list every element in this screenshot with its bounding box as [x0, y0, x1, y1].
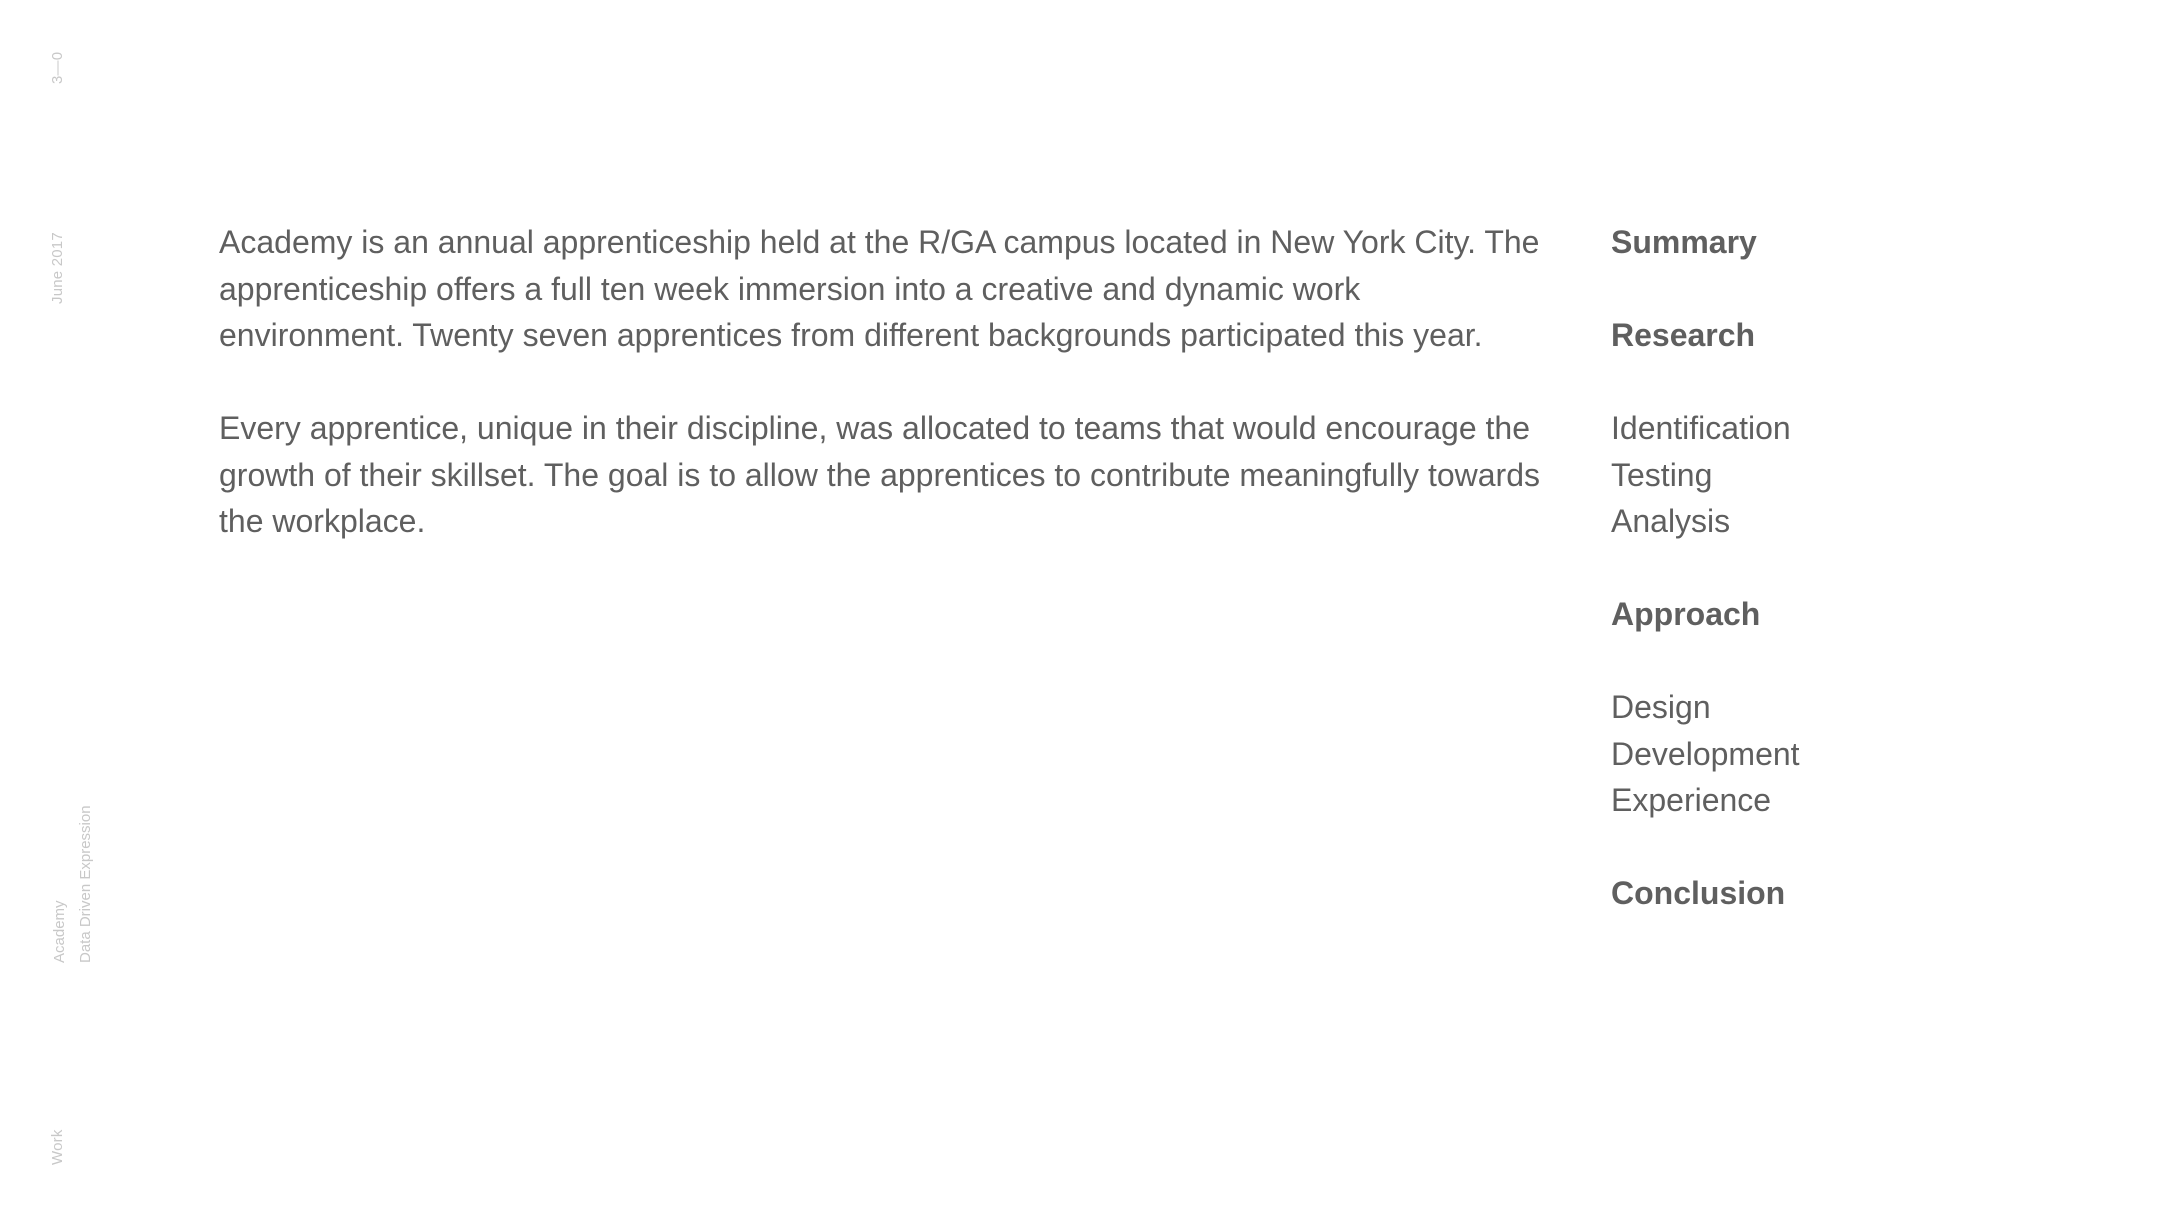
nav-research[interactable]: Research: [1611, 317, 1756, 353]
intro-text: [219, 219, 1549, 591]
nav-identification[interactable]: Identification: [1611, 410, 1791, 446]
section-nav: [1611, 219, 1800, 963]
project-label-stack: [47, 805, 99, 963]
nav-testing[interactable]: Testing: [1611, 456, 1713, 493]
intro-paragraph-2: Every apprentice, unique in their discipline, was allocated to teams that would encourage the growth of their skillset. The goal is to allow the apprentices to contribute meaningfully towards the workplace.: [219, 410, 1540, 539]
nav-approach[interactable]: Approach: [1611, 596, 1761, 632]
project-subtitle-label: Data Driven Expression: [77, 805, 94, 963]
nav-summary[interactable]: Summary: [1611, 224, 1757, 260]
section-label: Work: [49, 1129, 66, 1165]
intro-paragraph-1: Academy is an annual apprenticeship held at the R/GA campus located in New York City. The apprenticeship offers a full ten week immersion into a creative and dynamic work environment. Twenty seven apprentices from different backgrounds participated this year.: [219, 224, 1540, 353]
page-number-label: 3—0: [49, 51, 66, 84]
date-label: June 2017: [49, 232, 66, 304]
nav-analysis[interactable]: Analysis: [1611, 503, 1731, 539]
nav-design[interactable]: Design: [1611, 689, 1711, 725]
nav-experience[interactable]: Experience: [1611, 782, 1772, 818]
nav-conclusion[interactable]: Conclusion: [1611, 875, 1786, 911]
nav-development[interactable]: Development: [1611, 735, 1800, 772]
project-label: Academy: [51, 900, 68, 963]
